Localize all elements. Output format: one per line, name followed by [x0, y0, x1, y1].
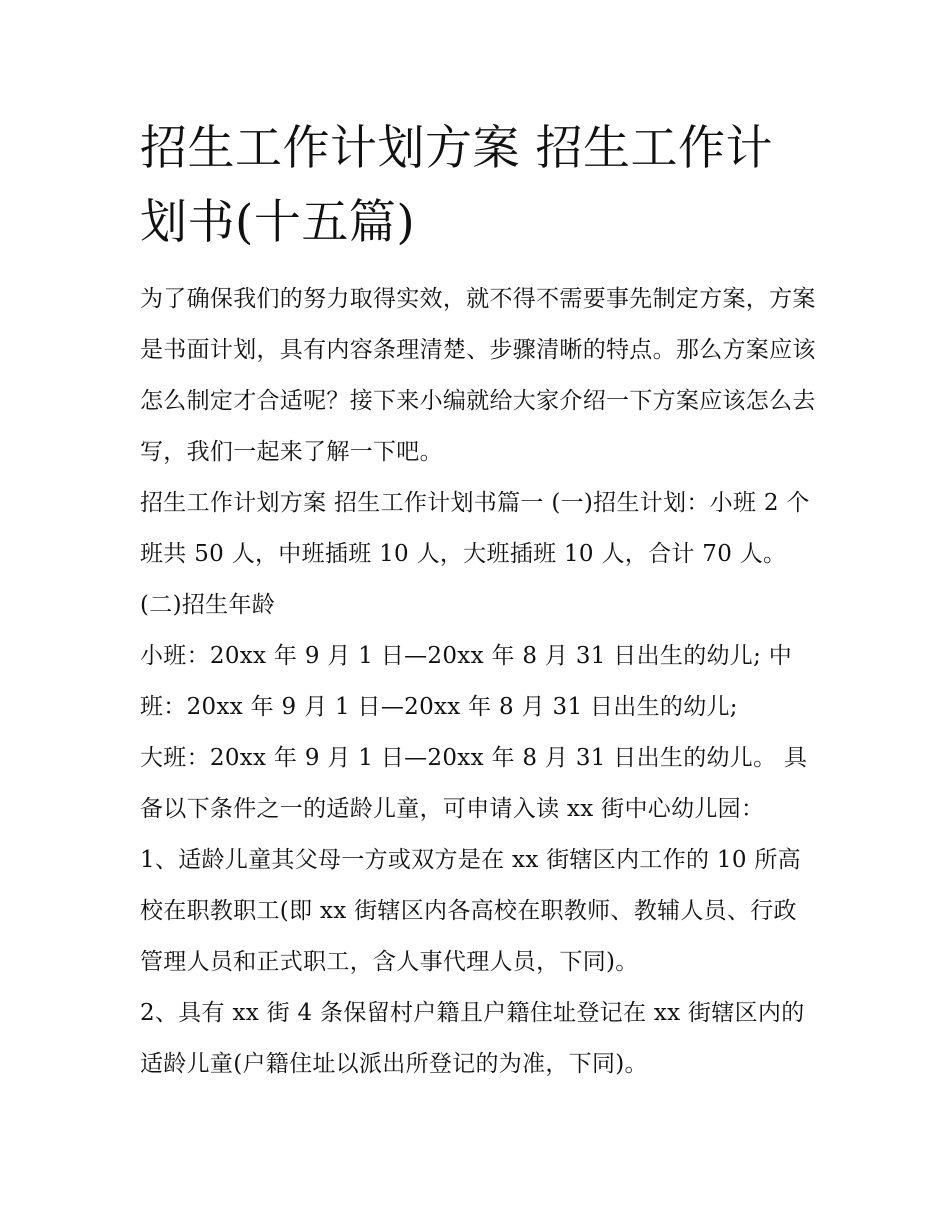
paragraph-enrollment-plan: 招生工作计划方案 招生工作计划书篇一 (一)招生计划：小班 2 个班共 50 人，中班插班 10 人，大班插班 10 人，合计 70 人。	[140, 490, 810, 567]
document-body	[140, 112, 820, 1090]
paragraph-intro: 为了确保我们的努力取得实效，就不得不需要事先制定方案，方案是书面计划，具有内容条理清楚、步骤清晰的特点。那么方案应该怎么制定才合适呢？接下来小编就给大家介绍一下方案应该怎么去写，我们一起来了解一下吧。	[140, 286, 816, 465]
paragraph-large-class-age: 大班：20xx 年 9 月 1 日—20xx 年 8 月 31 日出生的幼儿。 具备以下条件之一的适龄儿童，可申请入读 xx 街中心幼儿园：	[140, 745, 808, 822]
document-title: 招生工作计划方案 招生工作计划书(十五篇)	[140, 121, 773, 250]
paragraph-small-middle-class-age: 小班：20xx 年 9 月 1 日—20xx 年 8 月 31 日出生的幼儿; 中班：20xx 年 9 月 1 日—20xx 年 8 月 31 日出生的幼儿;	[140, 643, 793, 720]
paragraph-condition-1: 1、适龄儿童其父母一方或双方是在 xx 街辖区内工作的 10 所高校在职教职工(即 xx 街辖区内各高校在职教师、教辅人员、行政管理人员和正式职工，含人事代理人员，下同)。	[140, 847, 801, 975]
paragraph-condition-2: 2、具有 xx 街 4 条保留村户籍且户籍住址登记在 xx 街辖区内的适龄儿童(户籍住址以派出所登记的为准，下同)。	[140, 1000, 805, 1077]
paragraph-age-heading: (二)招生年龄	[140, 592, 276, 618]
